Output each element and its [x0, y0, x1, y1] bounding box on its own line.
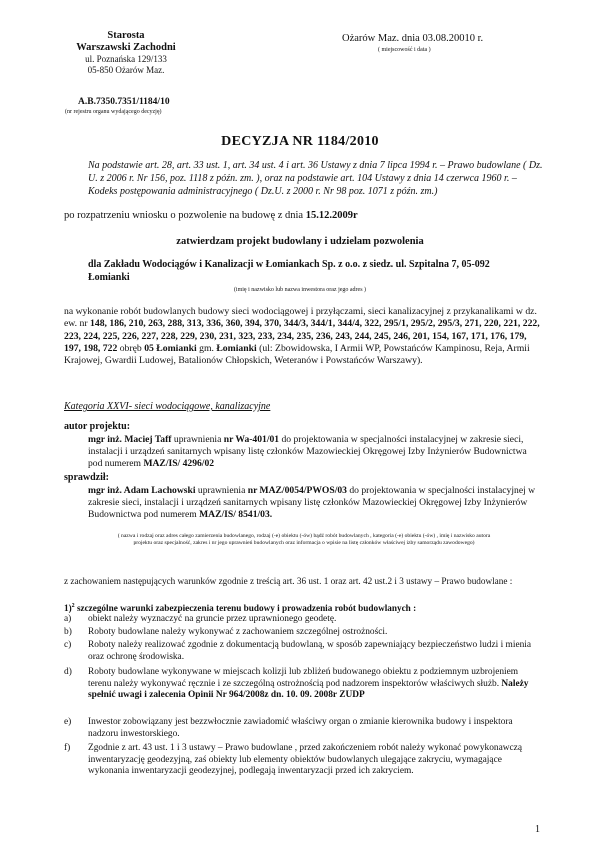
- request-line: [64, 210, 358, 221]
- reference-number: A.B.7350.7351/1184/10: [78, 97, 170, 107]
- scope-municipality: Łomianki: [216, 342, 257, 354]
- scope-precinct: 05 Łomianki: [144, 342, 197, 354]
- authority-title: Starosta: [107, 30, 145, 41]
- list-item-text: obiekt należy wyznaczyć na gruncie przez uprawnionego geodetę.: [88, 614, 337, 624]
- scope-part2: obręb: [119, 342, 142, 354]
- list-item-mark: b): [64, 627, 72, 637]
- list-item-mark: c): [64, 640, 72, 650]
- approval-line: zatwierdzam projekt budowlany i udzielam pozwolenia: [176, 236, 424, 247]
- investor: dla Zakładu Wodociągów i Kanalizacji w Łomiankach Sp. z o.o. z siedz. ul. Szpitalna 7, 05-092 Łomianki: [88, 259, 490, 283]
- list-item-text-main: Roboty budowlane wykonywane w miejscach kolizji lub zbliżeń budowanego obiektu z podziemnym uzbrojeniem terenu należy wykonywać ręcznie i ze szczególną ostrożnością pod nadzorem inspektorów właściwych służb.: [88, 667, 519, 689]
- list-item-mark: a): [64, 614, 72, 624]
- list-item-text: Inwestor zobowiązany jest bezzwłocznie zawiadomić właściwy organ o zmianie kierownika budowy i inspektora nadzoru inwestorskiego.: [88, 717, 513, 739]
- author-member-no: MAZ/IS/ 4296/02: [143, 458, 215, 469]
- authority-name: Warszawski Zachodni: [76, 42, 176, 53]
- list-item-text-bold: Należy spełnić uwagi i zalecenia Opinii Nr 964/2008z dn. 10. 09. 2008r ZUDP: [88, 678, 529, 701]
- author-name: mgr inż. Maciej Taff: [88, 434, 172, 445]
- author-t2: do projektowania w specjalności instalacyjnej w zakresie sieci, instalacji i urządzeń sanitarnych wpisany listę członków Mazowieckiej Okręgowej Izby Inżynierów Budownictwa pod numerem: [88, 434, 527, 469]
- conditions-footnote-ref: 2: [71, 603, 75, 609]
- list-item-mark: d): [64, 667, 72, 677]
- authority-postal: 05-850 Ożarów Maz.: [87, 64, 165, 75]
- legal-basis: Na podstawie art. 28, art. 33 ust. 1, art. 34 ust. 4 i art. 36 Ustawy z dnia 7 lipca 1994 r. – Prawo budowlane ( Dz. U. z 2006 r. Nr 156, poz. 1118 z późn. zm. ), oraz na podstawie art. 104 Ustawy z dnia 14 czerwca 1960 r. – Kodeks postępowania administracyjnego ( Dz.U. z 2000 r. Nr 98 poz. 1071 z późn. zm.): [88, 160, 543, 197]
- checker-name: mgr inż. Adam Lachowski: [88, 485, 196, 496]
- checker-license: nr MAZ/0054/PWOS/03: [247, 485, 347, 496]
- list-item-text: [88, 667, 542, 702]
- scope-part1: na wykonanie robót budowlanych budowy sieci wodociągowej i przyłączami, sieci kanalizacyjnej z przykanalikami w dz. ew. nr: [64, 306, 537, 330]
- author-label: autor projektu:: [64, 421, 131, 432]
- checker-t2: do projektowania w specjalności instalacyjnej w zakresie sieci, instalacji i urządzeń sanitarnych wpisany listę członków Mazowieckiej Okręgowej Izby Inżynierów Budownictwa pod numerem: [88, 485, 536, 520]
- investor-note: (imię i nazwisko lub nazwa inwestora oraz jego adres ): [233, 287, 367, 293]
- date-note: ( miejscowość i data ): [378, 47, 431, 53]
- scope-paragraph: [64, 306, 544, 367]
- authority-block: [56, 30, 196, 75]
- conditions-heading-number: 1): [64, 603, 72, 614]
- request-text: po rozpatrzeniu wniosku o pozwolenie na budowę z dnia: [64, 210, 304, 221]
- scope-part3: gm.: [199, 342, 214, 354]
- list-item-text: Roboty budowlane należy wykonywać z zachowaniem szczególnej ostrożności.: [88, 627, 388, 637]
- list-item-mark: f): [64, 743, 71, 753]
- scope-streets: (ul: Zbowidowska, I Armii WP, Powstańców Kampinosu, Reja, Armii Krajowej, Gwardii Ludowej, Batalionów Chłopskich, Weteranów i Powstańców Warszawy).: [64, 342, 530, 367]
- date-line: Ożarów Maz. dnia 03.08.20010 r.: [342, 33, 484, 44]
- author-paragraph: [88, 434, 538, 470]
- conditions-intro: z zachowaniem następujących warunków zgodnie z treścią art. 36 ust. 1 oraz art. 42 ust.2 i 3 ustawy – Prawo budowlane :: [64, 576, 513, 586]
- category: Kategoria XXVI- sieci wodociągowe, kanalizacyjne: [64, 401, 271, 412]
- checker-paragraph: [88, 485, 538, 521]
- list-item-text: Roboty należy realizować zgodnie z dokumentacją budowlaną, w sposób zapewniający bezpieczeństwo ludzi i mienia oraz ochronę środowiska.: [88, 640, 532, 662]
- list-item-mark: e): [64, 717, 72, 727]
- list-item-text: Zgodnie z art. 43 ust. 1 i 3 ustawy – Prawo budowlane , przed zakończeniem robót należy wykonać powykonawczą inwentaryzację geodezyjną, zaś obiekty lub elementy obiektów budowlanych ulegające zakryciu, wymagające wykonania inwentaryzacji geodezyjnej, podlegają inwentaryzacji przed ich zakryciem.: [88, 743, 522, 777]
- scope-parcels: 148, 186, 210, 263, 288, 313, 336, 360, 394, 370, 344/3, 344/1, 344/4, 322, 295/1, 295/2, 295/3, 271, 220, 221, 222, 223, 224, 225, 226, 227, 228, 229, 230, 231, 323, 233, 234, 235, 236, 243, 244, 245, 246, 201, 154, 167, 171, 176, 179, 197, 198, 722: [64, 318, 540, 354]
- reference-note: (nr rejestru organu wydającego decyzję): [65, 109, 162, 115]
- checker-member-no: MAZ/IS/ 8541/03.: [199, 509, 273, 520]
- footnote: ( nazwa i rodzaj oraz adres całego zamierzenia budowlanego, rodzaj (-e) obiektu (-ów) bądź robót budowlanych , kategoria (-e) obiektu (-ów) , imię i nazwisko autora projektu oraz specjalność, zakres i nr jego uprawnień budowlanych oraz informacja o wpisie na listę członków właściwej izby samorządu zawodowego): [117, 533, 491, 546]
- checker-label: sprawdził:: [64, 472, 109, 483]
- checker-t1: uprawnienia: [197, 485, 246, 496]
- author-license: nr Wa-401/01: [223, 434, 280, 445]
- conditions-heading-text: szczególne warunki zabezpieczenia terenu budowy i prowadzenia robót budowlanych :: [76, 603, 417, 614]
- page-number: 1: [535, 824, 540, 835]
- author-t1: uprawnienia: [173, 434, 222, 445]
- decision-title: DECYZJA NR 1184/2010: [221, 134, 379, 149]
- request-date: 15.12.2009r: [305, 210, 358, 221]
- authority-street: ul. Poznańska 129/133: [85, 54, 167, 64]
- conditions-heading: [64, 601, 534, 614]
